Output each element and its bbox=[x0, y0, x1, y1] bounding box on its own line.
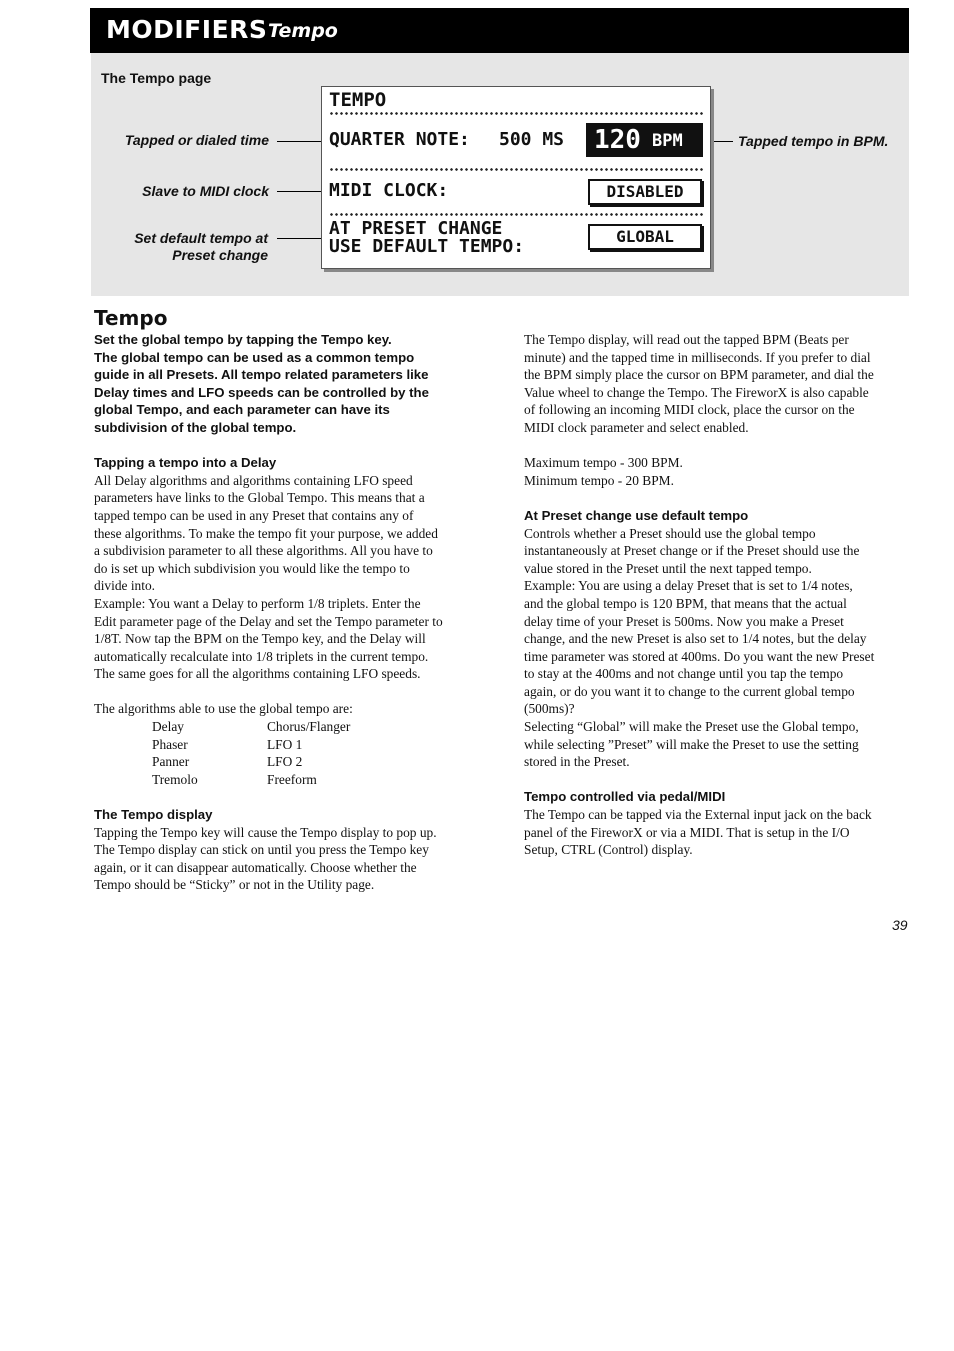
lcd-preset-line2: USE DEFAULT TEMPO: bbox=[329, 236, 525, 257]
algorithms-list bbox=[94, 718, 484, 788]
text-line: do is set up which subdivision you would like the tempo to bbox=[94, 560, 410, 576]
list-item bbox=[94, 718, 484, 736]
display-paragraph bbox=[94, 824, 484, 894]
text-line: 1/8T. Now tap the BPM on the Tempo key, and the Delay will bbox=[94, 631, 426, 647]
display-readout-paragraph bbox=[524, 331, 914, 437]
lcd-quarter-value: 500 MS bbox=[499, 129, 565, 150]
lcd-preset-value: GLOBAL bbox=[588, 224, 702, 250]
lcd-preset-line1: AT PRESET CHANGE bbox=[329, 218, 503, 239]
leader-line bbox=[277, 238, 323, 239]
text-line: Set the global tempo by tapping the Tempo key. bbox=[94, 332, 392, 347]
header-subtitle: Tempo bbox=[268, 20, 338, 42]
text-line: Edit parameter page of the Delay and set the Tempo parameter to bbox=[94, 613, 443, 629]
text-line: again, or it can disappear automatically. Choose whether the bbox=[94, 859, 417, 875]
text-line: automatically recalculate into 1/8 triplets in the current tempo. bbox=[94, 648, 429, 664]
lcd-midi-value: DISABLED bbox=[588, 179, 702, 205]
right-column bbox=[524, 331, 914, 859]
text-line: of following an incoming MIDI clock, place the cursor on the bbox=[524, 402, 855, 418]
algo-name: LFO 2 bbox=[267, 754, 303, 770]
algo-name: Phaser bbox=[152, 736, 188, 752]
list-item bbox=[94, 771, 484, 789]
figure-title: The Tempo page bbox=[101, 70, 212, 86]
lcd-divider bbox=[329, 213, 703, 216]
text-line: The Tempo display, will read out the tapped BPM (Beats per bbox=[524, 332, 849, 347]
lcd-quarter-label: QUARTER NOTE: bbox=[329, 129, 470, 150]
text-line: (500ms)? bbox=[524, 701, 575, 717]
text-line: Delay times and LFO speeds can be controlled by the bbox=[94, 384, 429, 400]
algo-name: Chorus/Flanger bbox=[267, 719, 351, 735]
pedal-paragraph bbox=[524, 806, 914, 859]
algo-name: Delay bbox=[152, 719, 184, 735]
max-tempo: Maximum tempo - 300 BPM. bbox=[524, 455, 683, 471]
annotation-default-tempo bbox=[100, 230, 268, 264]
left-column bbox=[94, 331, 484, 894]
text-line: instantaneously at Preset change or if the Preset should use the bbox=[524, 543, 860, 559]
text-line: these algorithms. To make the tempo fit your purpose, we added bbox=[94, 525, 438, 541]
annotation-bpm: Tapped tempo in BPM. bbox=[738, 133, 889, 149]
annotation-default-tempo-line1: Set default tempo at bbox=[134, 230, 268, 246]
algo-name: Freeform bbox=[267, 771, 317, 787]
text-line: divide into. bbox=[94, 578, 155, 594]
list-item bbox=[94, 753, 484, 771]
text-line: the BPM simply place the cursor on BPM parameter, and dial the bbox=[524, 367, 874, 383]
text-line: Tempo should be “Sticky” or not in the Utility page. bbox=[94, 877, 375, 893]
page-number: 39 bbox=[892, 917, 908, 933]
algorithms-intro: The algorithms able to use the global tempo are: bbox=[94, 701, 353, 717]
intro-paragraph bbox=[94, 331, 484, 437]
text-line: to stay at the 400ms and not change until you tap the tempo bbox=[524, 666, 844, 682]
algo-name: LFO 1 bbox=[267, 736, 303, 752]
text-line: guide in all Presets. All tempo related parameters like bbox=[94, 367, 429, 383]
annotation-slave-midi: Slave to MIDI clock bbox=[142, 183, 269, 199]
text-line: global Tempo, and each parameter can have its bbox=[94, 402, 390, 418]
lcd-midi-label: MIDI CLOCK: bbox=[329, 180, 449, 201]
text-line: The same goes for all the algorithms containing LFO speeds. bbox=[94, 666, 421, 682]
text-line: All Delay algorithms and algorithms containing LFO speed bbox=[94, 472, 413, 488]
annotation-default-tempo-line2: Preset change bbox=[172, 247, 268, 263]
text-line: The Tempo display can stick on until you press the Tempo key bbox=[94, 842, 429, 858]
text-line: Example: You want a Delay to perform 1/8 triplets. Enter the bbox=[94, 595, 421, 611]
text-line: Tapping the Tempo key will cause the Tempo display to pop up. bbox=[94, 824, 437, 840]
leader-line bbox=[277, 191, 323, 192]
lcd-bpm-field bbox=[586, 123, 703, 157]
text-line: again, or do you want it to change to the current global tempo bbox=[524, 683, 855, 699]
text-line: minute) and the tapped time in milliseconds. If you prefer to dial bbox=[524, 349, 871, 365]
text-line: value stored in the Preset until the next tapped tempo. bbox=[524, 560, 812, 576]
text-line: stored in the Preset. bbox=[524, 754, 630, 770]
lcd-bpm-unit: BPM bbox=[652, 131, 683, 151]
subheading-preset-change: At Preset change use default tempo bbox=[524, 507, 749, 523]
list-item bbox=[94, 736, 484, 754]
lcd-bpm-number: 120 bbox=[594, 125, 641, 155]
text-line: panel of the FireworX or via a MIDI. That is setup in the I/O bbox=[524, 824, 850, 840]
annotation-tapped-time: Tapped or dialed time bbox=[124, 132, 269, 148]
header-title: MODIFIERS bbox=[106, 15, 268, 44]
lcd-divider bbox=[329, 168, 703, 171]
text-line: and the global tempo is 120 BPM, that means that the actual bbox=[524, 595, 847, 611]
text-line: Example: You are using a delay Preset that is set to 1/4 notes, bbox=[524, 578, 853, 594]
text-line: The Tempo can be tapped via the External input jack on the back bbox=[524, 807, 872, 823]
text-line: Selecting “Global” will make the Preset use the Global tempo, bbox=[524, 719, 859, 735]
text-line: The global tempo can be used as a common tempo bbox=[94, 349, 415, 365]
preset-paragraph bbox=[524, 525, 914, 771]
lcd-title: TEMPO bbox=[329, 89, 387, 111]
text-line: delay time of your Preset is 500ms. Now you make a Preset bbox=[524, 613, 844, 629]
leader-line bbox=[277, 141, 323, 142]
tapping-paragraph bbox=[94, 472, 484, 683]
algo-name: Tremolo bbox=[152, 771, 198, 787]
text-line: parameters have links to the Global Tempo. This means that a bbox=[94, 490, 425, 506]
min-tempo: Minimum tempo - 20 BPM. bbox=[524, 472, 674, 488]
text-line: a subdivision parameter to all these algorithms. All you have to bbox=[94, 543, 433, 559]
page-header bbox=[90, 8, 909, 53]
text-line: Controls whether a Preset should use the global tempo bbox=[524, 525, 816, 541]
text-line: while selecting ”Preset” will make the Preset to use the setting bbox=[524, 736, 859, 752]
text-line: Setup, CTRL (Control) display. bbox=[524, 842, 693, 858]
text-line: tapped tempo can be used in any Preset that contains any of bbox=[94, 507, 414, 523]
subheading-pedal-midi: Tempo controlled via pedal/MIDI bbox=[524, 789, 726, 805]
subheading-tempo-display: The Tempo display bbox=[94, 807, 213, 823]
algo-name: Panner bbox=[152, 754, 190, 770]
text-line: change, and the new Preset is also set to 1/4 notes, but the delay bbox=[524, 631, 867, 647]
text-line: MIDI clock parameter and select enabled. bbox=[524, 419, 749, 435]
lcd-display bbox=[321, 86, 711, 269]
lcd-divider bbox=[329, 112, 703, 115]
lcd-preset-label bbox=[329, 220, 524, 256]
subheading-tapping: Tapping a tempo into a Delay bbox=[94, 455, 277, 471]
text-line: time parameter was stored at 400ms. Do you want the new Preset bbox=[524, 648, 875, 664]
text-line: subdivision of the global tempo. bbox=[94, 419, 297, 435]
section-heading: Tempo bbox=[94, 306, 168, 330]
text-line: Value wheel to change the Tempo. The FireworX is also capable bbox=[524, 384, 869, 400]
